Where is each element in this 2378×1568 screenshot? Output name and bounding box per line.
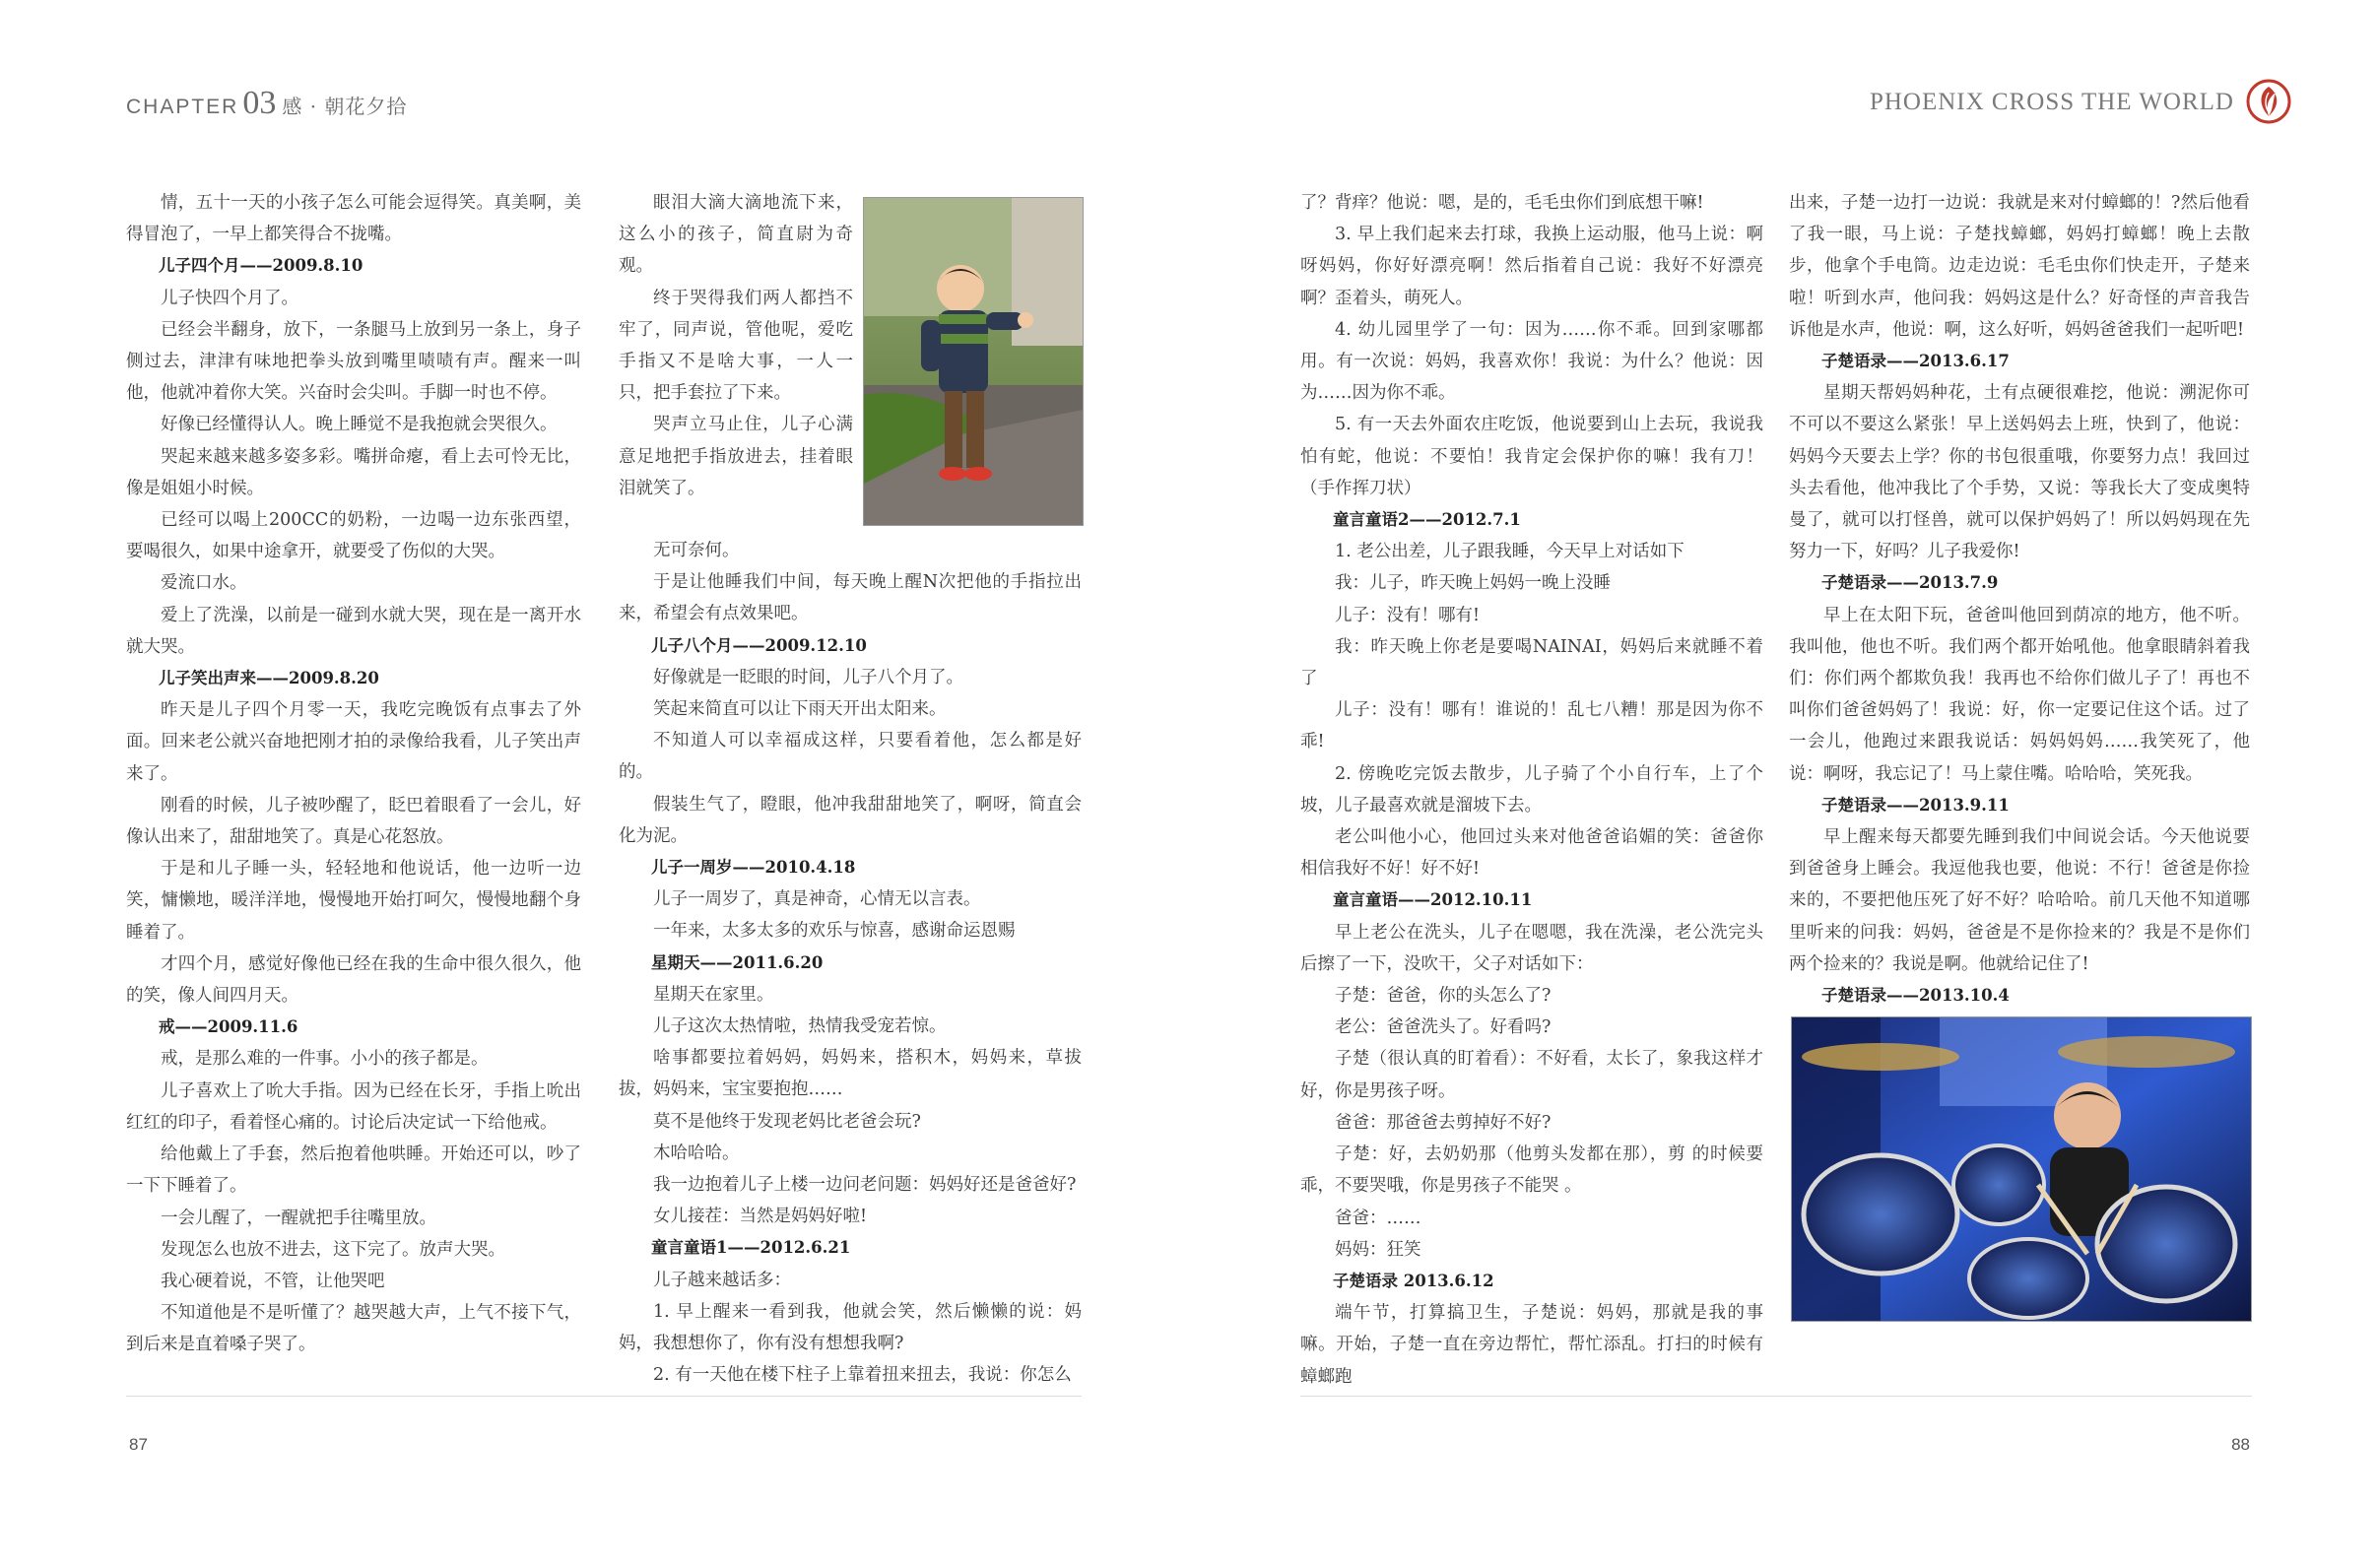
entry-heading: 儿子一周岁——2010.4.18 [651, 858, 856, 878]
body-paragraph: 2. 傍晚吃完饭去散步，儿子骑了个小自行车，上了个坡，儿子最喜欢就是溜坡下去。 [1300, 763, 1763, 816]
body-paragraph: 不知道人可以幸福成这样，只要看着他，怎么都是好的。 [619, 731, 1082, 783]
body-paragraph: 眼泪大滴大滴地流下来，这么小的孩子，简直尉为奇观。 [619, 193, 853, 277]
entry-heading: 子楚语录——2013.6.17 [1821, 352, 2010, 371]
chapter-subtitle: 感 · 朝花夕拾 [282, 95, 408, 118]
body-paragraph: 4. 幼儿园里学了一句：因为……你不乖。回到家哪都用。有一次说：妈妈，我喜欢你！我说：为什么？他说：因为……因为你不乖。 [1300, 319, 1763, 404]
entry-heading: 子楚语录——2013.7.9 [1821, 573, 1999, 593]
body-paragraph: 终于哭得我们两人都挡不牢了，同声说，管他呢，爱吃手指又不是啥大事，一人一只，把手套拉了下来。 [619, 288, 853, 404]
body-paragraph: 我一边抱着儿子上楼一边问老问题：妈妈好还是爸爸好? [653, 1175, 1077, 1196]
body-paragraph: 我：儿子，昨天晚上妈妈一晚上没睡 [1335, 573, 1611, 594]
body-paragraph: 儿子喜欢上了吮大手指。因为已经在长牙，手指上吮出红红的印子，看着怪心痛的。讨论后决定试一下给他戒。 [126, 1080, 581, 1133]
left-page-number: 87 [129, 1435, 148, 1454]
body-paragraph: 儿子越来越话多： [653, 1270, 791, 1290]
boy-playing-drums-image [1792, 1017, 2251, 1321]
body-paragraph: 早上在太阳下玩，爸爸叫他回到荫凉的地方，他不听。我叫他，他也不听。我们两个都开始吼他。他拿眼睛斜着我们：你们两个都欺负我！我再也不给你们做儿子了！再也不叫你们爸爸妈妈了！我说：好，你一定要记住这个话。过了一会儿，他跑过来跟我说话：妈妈妈妈……我笑死了，他说：啊呀，我忘记了！马上蒙住嘴。哈哈哈，笑死我。 [1789, 605, 2250, 784]
body-paragraph: 子楚：爸爸，你的头怎么了? [1335, 986, 1552, 1007]
body-paragraph: 假装生气了，瞪眼，他冲我甜甜地笑了，啊呀，简直会化为泥。 [619, 794, 1082, 846]
entry-heading: 戒——2009.11.6 [159, 1017, 298, 1037]
body-paragraph: 爱流口水。 [161, 573, 247, 594]
body-paragraph: 莫不是他终于发现老妈比老爸会玩? [653, 1111, 921, 1132]
right-page-number: 88 [2231, 1435, 2250, 1454]
body-paragraph: 早上老公在洗头，儿子在嗯嗯，我在洗澡，老公洗完头后擦了一下，没吹干，父子对话如下： [1300, 922, 1763, 974]
body-paragraph: 爸爸：那爸爸去剪掉好不好? [1335, 1112, 1552, 1133]
body-paragraph: 爱上了洗澡，以前是一碰到水就大哭，现在是一离开水就大哭。 [126, 605, 581, 657]
body-paragraph: 妈妈：狂笑 [1335, 1239, 1421, 1260]
body-paragraph: 早上醒来每天都要先睡到我们中间说会话。今天他说要到爸爸身上睡会。我逗他我也要，他说：不行！爸爸是你捡来的，不要把他压死了好不好？哈哈哈。前几天他不知道哪里听来的问我：妈妈，爸爸是不是你捡来的？我是不是你们两个捡来的？我说是啊。他就给记住了! [1789, 827, 2250, 974]
body-paragraph: 了？背痒？他说：嗯，是的，毛毛虫你们到底想干嘛! [1300, 193, 1704, 213]
body-paragraph: 我心硬着说，不管，让他哭吧 [161, 1271, 385, 1291]
body-paragraph: 儿子这次太热情啦，热情我受宠若惊。 [653, 1016, 947, 1037]
body-paragraph: 爸爸：…… [1335, 1208, 1421, 1228]
body-paragraph: 已经可以喝上200CC的奶粉，一边喝一边东张西望，要喝很久，如果中途拿开，就要受了伤似的大哭。 [126, 510, 581, 562]
entry-heading: 儿子笑出声来——2009.8.20 [159, 669, 379, 688]
entry-heading: 童言童语2——2012.7.1 [1333, 510, 1521, 530]
body-paragraph: 女儿接茬：当然是妈妈好啦! [653, 1207, 868, 1227]
body-paragraph: 给他戴上了手套，然后抱着他哄睡。开始还可以，吵了一下下睡着了。 [126, 1144, 581, 1197]
body-paragraph: 昨天是儿子四个月零一天，我吃完晚饭有点事去了外面。回来老公就兴奋地把刚才拍的录像给我看，儿子笑出声来了。 [126, 700, 581, 784]
body-paragraph: 笑起来简直可以让下雨天开出太阳来。 [653, 699, 947, 720]
entry-heading: 童言童语1——2012.6.21 [651, 1238, 851, 1258]
body-paragraph: 于是让他睡我们中间，每天晚上醒N次把他的手指拉出来，希望会有点效果吧。 [619, 572, 1082, 624]
entry-heading: 星期天——2011.6.20 [651, 952, 824, 972]
left-footer-rule [126, 1396, 1082, 1397]
body-paragraph: 3. 早上我们起来去打球，我换上运动服，他马上说：啊呀妈妈，你好好漂亮啊！然后指着自己说：我好不好漂亮啊？歪着头，萌死人。 [1300, 225, 1763, 308]
body-paragraph: 5. 有一天去外面农庄吃饭，他说要到山上去玩，我说我怕有蛇，他说：不要怕！我肯定会保护你的嘛！我有刀！（手作挥刀状） [1300, 415, 1763, 498]
toddler-walking-image [864, 198, 1083, 525]
body-paragraph: 于是和儿子睡一头，轻轻地和他说话，他一边听一边笑，慵懒地，暖洋洋地，慢慢地开始打呵欠，慢慢地翻个身睡着了。 [126, 859, 581, 943]
body-paragraph: 2. 有一天他在楼下柱子上靠着扭来扭去，我说：你怎么 [653, 1365, 1072, 1386]
body-paragraph: 子楚：好，去奶奶那（他剪头发都在那），剪 的时候要乖，不要哭哦，你是男孩子不能哭 。 [1300, 1144, 1763, 1197]
chapter-header [126, 85, 407, 122]
body-paragraph: 好像就是一眨眼的时间，儿子八个月了。 [653, 667, 963, 687]
body-paragraph: 无可奈何。 [653, 541, 740, 560]
body-paragraph: 老公：爸爸洗头了。好看吗? [1335, 1017, 1552, 1038]
book-title: PHOENIX CROSS THE WORLD [1869, 89, 2234, 115]
body-paragraph: 老公叫他小心，他回过头来对他爸爸谄媚的笑：爸爸你相信我好不好！好不好! [1300, 827, 1763, 880]
body-paragraph: 我：昨天晚上你老是要喝NAINAI，妈妈后来就睡不着了 [1300, 636, 1763, 689]
body-paragraph: 星期天帮妈妈种花，土有点硬很难挖，他说：溯泥你可不可以不要这么紧张！早上送妈妈去上班，快到了，他说：妈妈今天要去上学？你的书包很重哦，你要努力点！我回过头去看他，他冲我比了个手势，又说：等我长大了变成奥特曼了，就可以打怪兽，就可以保护妈妈了！所以妈妈现在先努力一下，好吗？儿子我爱你! [1789, 383, 2250, 562]
chapter-number: 03 [242, 85, 277, 121]
body-paragraph: 儿子：没有！哪有！谁说的！乱七八糟！那是因为你不乖! [1300, 700, 1763, 752]
chapter-word: CHAPTER [126, 96, 239, 118]
body-paragraph: 儿子一周岁了，真是神奇，心情无以言表。 [653, 889, 981, 910]
body-paragraph: 不知道他是不是听懂了？越哭越大声，上气不接下气，到后来是直着嗓子哭了。 [126, 1303, 581, 1355]
entry-heading: 儿子四个月——2009.8.10 [159, 256, 363, 276]
body-paragraph: 儿子快四个月了。 [161, 288, 298, 308]
body-paragraph: 好像已经懂得认人。晚上睡觉不是我抱就会哭很久。 [161, 415, 558, 435]
body-paragraph: 发现怎么也放不进去，这下完了。放声大哭。 [161, 1239, 505, 1260]
phoenix-logo-icon [2246, 79, 2291, 124]
body-paragraph: 已经会半翻身，放下，一条腿马上放到另一条上，身子侧过去，津津有味地把拳头放到嘴里啧啧有声。醒来一叫他，他就冲着你大笑。兴奋时会尖叫。手脚一时也不停。 [126, 319, 581, 404]
body-paragraph: 哭声立马止住，儿子心满意足地把手指放进去，挂着眼泪就笑了。 [619, 415, 853, 498]
left-page-column-2-wrap [619, 187, 853, 504]
left-page-column-1 [126, 187, 581, 1361]
body-paragraph: 戒，是那么难的一件事。小小的孩子都是。 [161, 1049, 489, 1070]
right-page-column-2 [1789, 187, 2250, 1012]
body-paragraph: 啥事都要拉着妈妈，妈妈来，搭积木，妈妈来，草拔拔，妈妈来，宝宝要抱抱…… [619, 1048, 1082, 1100]
right-footer-rule [1300, 1396, 2252, 1397]
right-page-column-1 [1300, 187, 1763, 1393]
left-page-column-2 [619, 535, 1082, 1391]
body-paragraph: 木哈哈哈。 [653, 1143, 740, 1163]
body-paragraph: 情，五十一天的小孩子怎么可能会逗得笑。真美啊，美得冒泡了，一早上都笑得合不拢嘴。 [126, 193, 581, 245]
entry-heading: 童言童语——2012.10.11 [1333, 890, 1533, 910]
body-paragraph: 刚看的时候，儿子被吵醒了，眨巴着眼看了一会儿，好像认出来了，甜甜地笑了。真是心花怒放。 [126, 795, 581, 848]
body-paragraph: 哭起来越来越多姿多彩。嘴拼命瘪，看上去可怜无比，像是姐姐小时候。 [126, 446, 581, 498]
toddler-photo [863, 197, 1084, 526]
body-paragraph: 儿子：没有！哪有! [1335, 605, 1481, 625]
entry-heading: 子楚语录 2013.6.12 [1333, 1271, 1494, 1290]
entry-heading: 子楚语录——2013.9.11 [1821, 795, 2010, 815]
entry-heading: 子楚语录——2013.10.4 [1821, 986, 2010, 1006]
body-paragraph: 子楚（很认真的盯着看）：不好看，太长了，象我这样才好，你是男孩子呀。 [1300, 1049, 1763, 1101]
body-paragraph: 出来，子楚一边打一边说：我就是来对付蟑螂的！?然后他看了我一眼，马上说：子楚找蟑螂，妈妈打蟑螂！晚上去散步，他拿个手电筒。边走边说：毛毛虫你们快走开，子楚来啦！听到水声，他问我：妈妈这是什么？好奇怪的声音我告诉他是水声，他说：啊，这么好听，妈妈爸爸我们一起听吧! [1789, 193, 2250, 340]
entry-heading: 儿子八个月——2009.12.10 [651, 635, 867, 655]
body-paragraph: 一会儿醒了，一醒就把手往嘴里放。 [161, 1208, 436, 1228]
body-paragraph: 一年来，太多太多的欢乐与惊喜，感谢命运恩赐 [653, 921, 1016, 942]
body-paragraph: 1. 早上醒来一看到我，他就会笑，然后懒懒的说：妈妈，我想想你了，你有没有想想我啊? [619, 1301, 1082, 1354]
body-paragraph: 端午节，打算搞卫生，子楚说：妈妈，那就是我的事嘛。开始，子楚一直在旁边帮忙，帮忙添乱。打扫的时候有蟑螂跑 [1300, 1303, 1763, 1387]
body-paragraph: 才四个月，感觉好像他已经在我的生命中很久很久，他的笑，像人间四月天。 [126, 953, 581, 1007]
body-paragraph: 1. 老公出差，儿子跟我睡，今天早上对话如下 [1335, 542, 1684, 562]
drummer-photo [1791, 1016, 2252, 1322]
body-paragraph: 星期天在家里。 [653, 984, 774, 1005]
